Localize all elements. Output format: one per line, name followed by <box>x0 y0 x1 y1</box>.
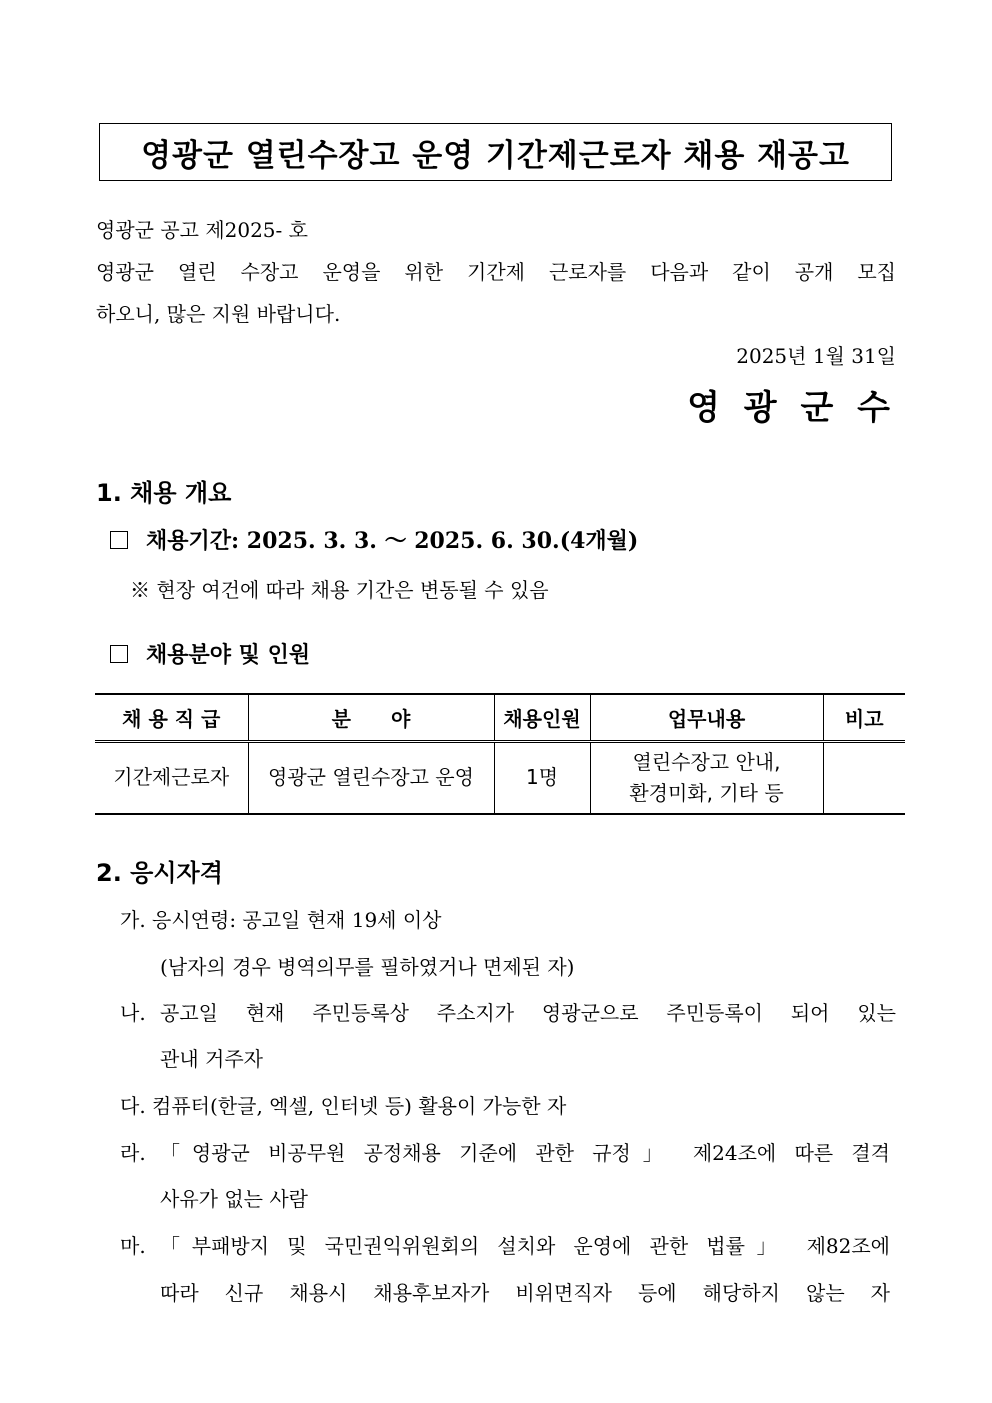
intro-line-2: 하오니, 많은 지원 바랍니다. <box>96 302 341 326</box>
section2-heading: 2. 응시자격 <box>96 859 223 887</box>
table-row <box>95 741 905 814</box>
duty-line-1: 열린수장고 안내, <box>632 749 781 774</box>
list-item-continuation: 따라 신규 채용시 채용후보자가 비위면직자 등에 해당하지 않는 자 <box>160 1281 890 1305</box>
recruitment-table <box>95 693 905 815</box>
header-grade: 채 용 직 급 <box>95 694 248 741</box>
notice-number: 영광군 공고 제2025- 호 <box>96 218 308 242</box>
list-marker: 가. <box>120 908 146 932</box>
cell-grade: 기간제근로자 <box>95 741 248 814</box>
list-text: 컴퓨터(한글, 엑셀, 인터넷 등) 활용이 가능한 자 <box>152 1094 567 1118</box>
page-title: 영광군 열린수장고 운영 기간제근로자 채용 재공고 <box>99 123 892 181</box>
list-marker: 라. <box>120 1141 146 1165</box>
list-item-continuation: 사유가 없는 사람 <box>160 1187 308 1211</box>
duty-line-2: 환경미화, 기타 등 <box>629 780 784 805</box>
list-item <box>120 1090 566 1119</box>
checkbox-square-icon <box>110 531 128 549</box>
fields-label: 채용분야 및 인원 <box>146 642 311 668</box>
cell-note <box>823 741 905 814</box>
issuer-name: 영 광 군 수 <box>687 388 896 428</box>
cell-duty <box>590 741 823 814</box>
list-item <box>120 997 896 1026</box>
list-item-continuation: 관내 거주자 <box>160 1047 263 1071</box>
list-item <box>120 1137 890 1166</box>
period-label: 채용기간: 2025. 3. 3. ～ 2025. 6. 30.(4개월) <box>146 528 639 554</box>
section1-heading: 1. 채용 개요 <box>96 479 232 507</box>
intro-line-1: 영광군 열린 수장고 운영을 위한 기간제 근로자를 다음과 같이 공개 모집 <box>96 260 896 284</box>
list-text: 「부패방지 및 국민권익위원회의 설치와 운영에 관한 법률」 제82조에 <box>160 1234 890 1258</box>
cell-field: 영광군 열린수장고 운영 <box>248 741 494 814</box>
list-item-continuation: (남자의 경우 병역의무를 필하였거나 면제된 자) <box>160 955 575 979</box>
header-duty: 업무내용 <box>590 694 823 741</box>
list-text: 공고일 현재 주민등록상 주소지가 영광군으로 주민등록이 되어 있는 <box>160 1001 896 1025</box>
list-item <box>120 1230 890 1259</box>
checkbox-square-icon <box>110 645 128 663</box>
period-note: ※ 현장 여건에 따라 채용 기간은 변동될 수 있음 <box>130 578 549 602</box>
list-text: 「영광군 비공무원 공정채용 기준에 관한 규정」 제24조에 따른 결격 <box>160 1141 890 1165</box>
list-marker: 나. <box>120 1001 146 1025</box>
table-header-row <box>95 694 905 741</box>
list-item <box>120 904 442 933</box>
header-note: 비고 <box>823 694 905 741</box>
cell-count: 1명 <box>494 741 590 814</box>
header-count: 채용인원 <box>494 694 590 741</box>
header-field: 분 야 <box>248 694 494 741</box>
list-marker: 다. <box>120 1094 146 1118</box>
list-text: 응시연령: 공고일 현재 19세 이상 <box>152 908 442 932</box>
list-marker: 마. <box>120 1234 146 1258</box>
notice-date: 2025년 1월 31일 <box>736 344 896 368</box>
